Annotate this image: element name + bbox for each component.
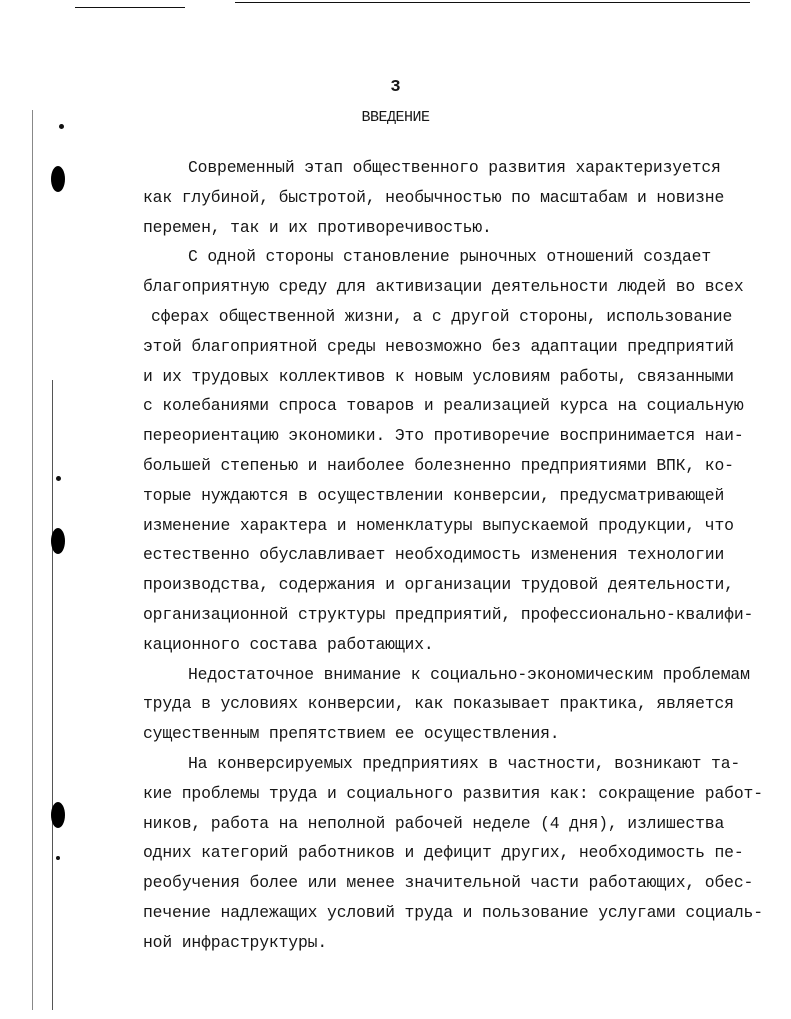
text-line: организационной структуры предприятий, профессионально-квалифи- [143,604,754,624]
scan-edge-line [52,380,53,1010]
text-line: существенным препятствием ее осуществления. [143,724,560,744]
text-line: труда в условиях конверсии, как показывает практика, является [143,694,734,714]
text-line: Недостаточное внимание к социально-экономическим проблемам [188,664,750,684]
text-line: ной инфраструктуры. [143,932,328,952]
text-line: изменение характера и номенклатуры выпускаемой продукции, что [143,515,734,535]
text-line: этой благоприятной среды невозможно без адаптации предприятий [143,336,734,356]
binder-hole-mark [51,166,65,192]
binder-hole-mark [51,528,65,554]
page-number: 3 [390,78,401,97]
binder-hole-mark [51,802,65,828]
text-line: большей степенью и наиболее болезненно предприятиями ВПК, ко- [143,455,734,475]
text-line: как глубиной, быстротой, необычностью по масштабам и новизне [143,187,725,207]
text-line: перемен, так и их противоречивостью. [143,217,492,237]
scan-edge-line [32,110,33,1010]
text-line: ников, работа на неполной рабочей неделе (4 дня), излишества [143,813,725,833]
text-line: переориентацию экономики. Это противоречие воспринимается наи- [143,426,744,446]
scan-speck [56,476,61,481]
text-line: кие проблемы труда и социального развития как: сокращение работ- [143,783,763,803]
scan-edge-line [235,2,750,3]
text-line: благоприятную среду для активизации деятельности людей во всех [143,277,744,297]
text-line: производства, содержания и организации трудовой деятельности, [143,575,734,595]
paragraph [143,242,753,659]
body-text [143,153,763,958]
text-line: кационного состава работающих. [143,634,434,654]
text-line: С одной стороны становление рыночных отношений создает [188,247,712,267]
text-line: Современный этап общественного развития характеризуется [188,158,721,177]
scan-edge-line [75,7,185,8]
text-line: с колебаниями спроса товаров и реализацией курса на социальную [143,396,744,416]
section-heading: ВВЕДЕНИЕ [361,109,430,126]
paragraph [143,660,753,749]
text-line: естественно обуславливает необходимость изменения технологии [143,545,725,565]
text-line: и их трудовых коллективов к новым условиям работы, связанными [143,366,734,386]
text-line: сферах общественной жизни, а с другой стороны, использование [151,306,733,326]
scan-speck [56,856,60,860]
paragraph [143,153,753,242]
text-line: торые нуждаются в осуществлении конверсии, предусматривающей [143,485,725,505]
text-line: На конверсируемых предприятиях в частности, возникают та- [188,753,741,773]
text-line: печение надлежащих условий труда и пользование услугами социаль- [143,902,763,922]
text-line: реобучения более или менее значительной части работающих, обес- [143,873,754,893]
text-line: одних категорий работников и дефицит других, необходимость пе- [143,843,744,863]
paragraph [143,749,763,958]
